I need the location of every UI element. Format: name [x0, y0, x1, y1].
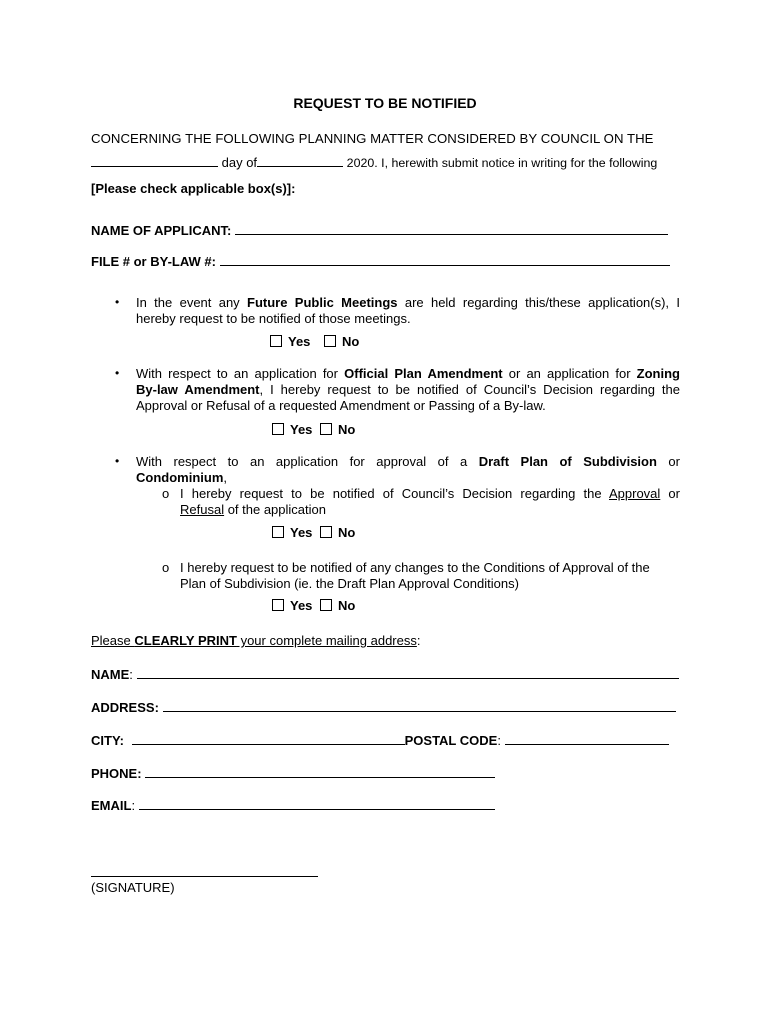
email-field: EMAIL:: [91, 798, 495, 813]
yes-checkbox[interactable]: [272, 423, 284, 435]
sub-bullet-2-line-1: I hereby request to be notified of any changes to the Conditions of Approval of the: [180, 560, 650, 575]
sub-bullet-1-line-2: Refusal of the application: [180, 502, 326, 517]
file-field: [91, 254, 670, 269]
bullet-icon: •: [115, 454, 120, 468]
postal-code-label: POSTAL CODE: [404, 733, 498, 748]
address-label: ADDRESS:: [91, 700, 159, 715]
signature-line[interactable]: [91, 876, 318, 877]
date-month-blank[interactable]: [257, 155, 343, 167]
no-checkbox[interactable]: [320, 599, 332, 611]
yes-checkbox[interactable]: [270, 335, 282, 347]
name-input[interactable]: [137, 667, 679, 679]
bullet-3-line-1: With respect to an application for approval of a Draft Plan of Subdivision or: [136, 454, 680, 469]
bullet-1-line-2: hereby request to be notified of those meetings.: [136, 311, 411, 326]
bullet-3-line-2: Condominium,: [136, 470, 228, 485]
no-checkbox[interactable]: [320, 526, 332, 538]
page-title: REQUEST TO BE NOTIFIED: [293, 95, 477, 111]
check-instruction: [Please check applicable box(s)]:: [91, 181, 296, 196]
bullet-icon: •: [115, 366, 120, 380]
yes-no-3: Yes No: [272, 525, 355, 540]
bullet-2-line-3: Approval or Refusal of a requested Amendment or Passing of a By-law.: [136, 398, 546, 413]
yes-no-4: Yes No: [272, 598, 355, 613]
yes-no-2: Yes No: [272, 422, 355, 437]
phone-input[interactable]: [145, 766, 495, 778]
applicant-field: [91, 223, 668, 238]
no-checkbox[interactable]: [320, 423, 332, 435]
sub-bullet-icon: o: [162, 486, 170, 501]
yes-no-1: Yes No: [270, 334, 359, 349]
file-input[interactable]: [220, 254, 670, 266]
file-label: FILE # or BY-LAW #:: [91, 254, 216, 269]
yes-checkbox[interactable]: [272, 599, 284, 611]
intro-line-2: day of 2020. I, herewith submit notice in writing for the following: [91, 155, 657, 170]
city-field: CITY: POSTAL CODE:: [91, 733, 669, 748]
sub-bullet-2-line-2: Plan of Subdivision (ie. the Draft Plan Approval Conditions): [180, 576, 519, 591]
email-input[interactable]: [139, 798, 495, 810]
name-field: NAME:: [91, 667, 679, 682]
email-label: EMAIL: [91, 798, 132, 813]
bullet-icon: •: [115, 295, 120, 309]
no-checkbox[interactable]: [324, 335, 336, 347]
bullet-2-line-1: With respect to an application for Official Plan Amendment or an application for Zoning: [136, 366, 680, 381]
postal-code-input[interactable]: [505, 733, 669, 745]
phone-field: [91, 766, 495, 781]
bullet-2-line-2: By-law Amendment, I hereby request to be notified of Council’s Decision regarding the: [136, 382, 680, 397]
name-label: NAME: [91, 667, 130, 682]
signature-label: (SIGNATURE): [91, 880, 175, 895]
date-day-blank[interactable]: [91, 155, 218, 167]
phone-label: PHONE:: [91, 766, 142, 781]
sub-bullet-icon: o: [162, 560, 170, 575]
intro-line-1: CONCERNING THE FOLLOWING PLANNING MATTER CONSIDERED BY COUNCIL ON THE: [91, 131, 654, 146]
yes-checkbox[interactable]: [272, 526, 284, 538]
applicant-input[interactable]: [235, 223, 668, 235]
mailing-instruction: Please CLEARLY PRINT your complete mailing address:: [91, 633, 421, 648]
applicant-label: NAME OF APPLICANT:: [91, 223, 232, 238]
address-field: [91, 700, 676, 715]
bullet-1-line-1: In the event any Future Public Meetings are held regarding this/these application(s), I: [136, 295, 680, 310]
city-label: CITY:: [91, 733, 124, 748]
city-input[interactable]: [132, 733, 405, 745]
address-input[interactable]: [163, 700, 676, 712]
sub-bullet-1-line-1: I hereby request to be notified of Council’s Decision regarding the Approval or: [180, 486, 680, 501]
